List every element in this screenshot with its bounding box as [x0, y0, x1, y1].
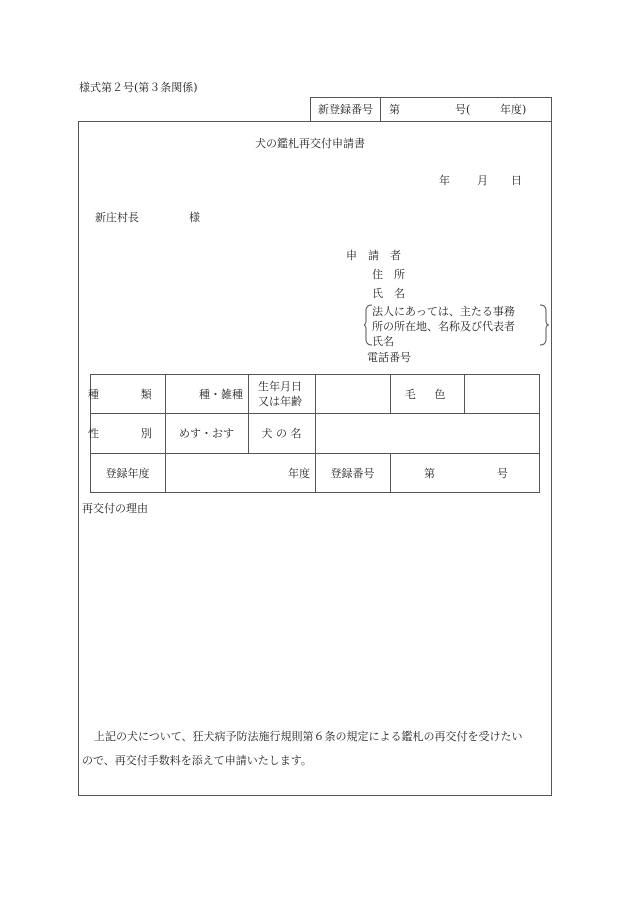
- sex-label: 性 別: [87, 427, 168, 440]
- coat-color-input[interactable]: [464, 374, 540, 414]
- birth-label-line-1: 生年月日: [258, 380, 302, 393]
- form-number-label: 様式第２号(第３条関係): [79, 81, 198, 94]
- coat-color-label: 毛 色: [404, 388, 450, 401]
- applicant-phone-label[interactable]: 電話番号: [367, 351, 411, 364]
- sex-value[interactable]: めす・おす: [179, 427, 234, 440]
- new-registration-label: 新登録番号: [318, 103, 373, 116]
- dog-name-label: 犬 の 名: [261, 427, 302, 440]
- registration-number-go[interactable]: 号: [497, 467, 508, 480]
- registration-box-divider: [380, 97, 381, 122]
- breed-value[interactable]: 種・雑種: [199, 388, 243, 401]
- applicant-heading: 申 請 者: [346, 249, 401, 262]
- right-bracket: [540, 305, 549, 345]
- date-month[interactable]: 月: [477, 174, 488, 187]
- applicant-address-label[interactable]: 住 所: [372, 268, 405, 281]
- addressee-sama: 様: [189, 211, 200, 224]
- birth-label-line-2: 又は年齢: [258, 395, 302, 408]
- registration-go: 号(: [455, 103, 471, 116]
- table-col-divider-7: [390, 453, 391, 493]
- declaration-line-2: ので、再交付手数料を添えて申請いたします。: [82, 754, 312, 767]
- addressee-name: 新庄村長: [95, 211, 139, 224]
- applicant-name-label[interactable]: 氏 名: [372, 287, 405, 300]
- date-year[interactable]: 年: [439, 174, 450, 187]
- declaration-line-1: 上記の犬について、狂犬病予防法施行規則第６条の規定による鑑札の再交付を受けたい: [94, 730, 523, 743]
- reason-label: 再交付の理由: [82, 502, 148, 515]
- form-title: 犬の鑑札再交付申請書: [255, 137, 365, 150]
- corporation-note-line-3: 氏名: [372, 335, 394, 348]
- registration-year-label: 登録年度: [105, 467, 150, 480]
- registration-dai: 第: [389, 103, 400, 116]
- registration-year-unit[interactable]: 年度: [288, 467, 310, 480]
- left-bracket: [364, 305, 372, 345]
- date-day[interactable]: 日: [511, 174, 522, 187]
- birth-input[interactable]: [315, 374, 390, 414]
- breed-label: 種 類: [87, 388, 168, 401]
- registration-nendo: 年度): [500, 103, 527, 116]
- corporation-note-line-1: 法人にあっては、主たる事務: [372, 305, 515, 318]
- table-col-divider-2: [248, 374, 249, 414]
- dog-name-input[interactable]: [315, 413, 540, 453]
- registration-number-dai[interactable]: 第: [424, 467, 435, 480]
- registration-number-label: 登録番号: [330, 467, 375, 480]
- reason-input-area[interactable]: [82, 520, 547, 720]
- corporation-note-line-2: 所の所在地、名称及び代表者: [372, 320, 515, 333]
